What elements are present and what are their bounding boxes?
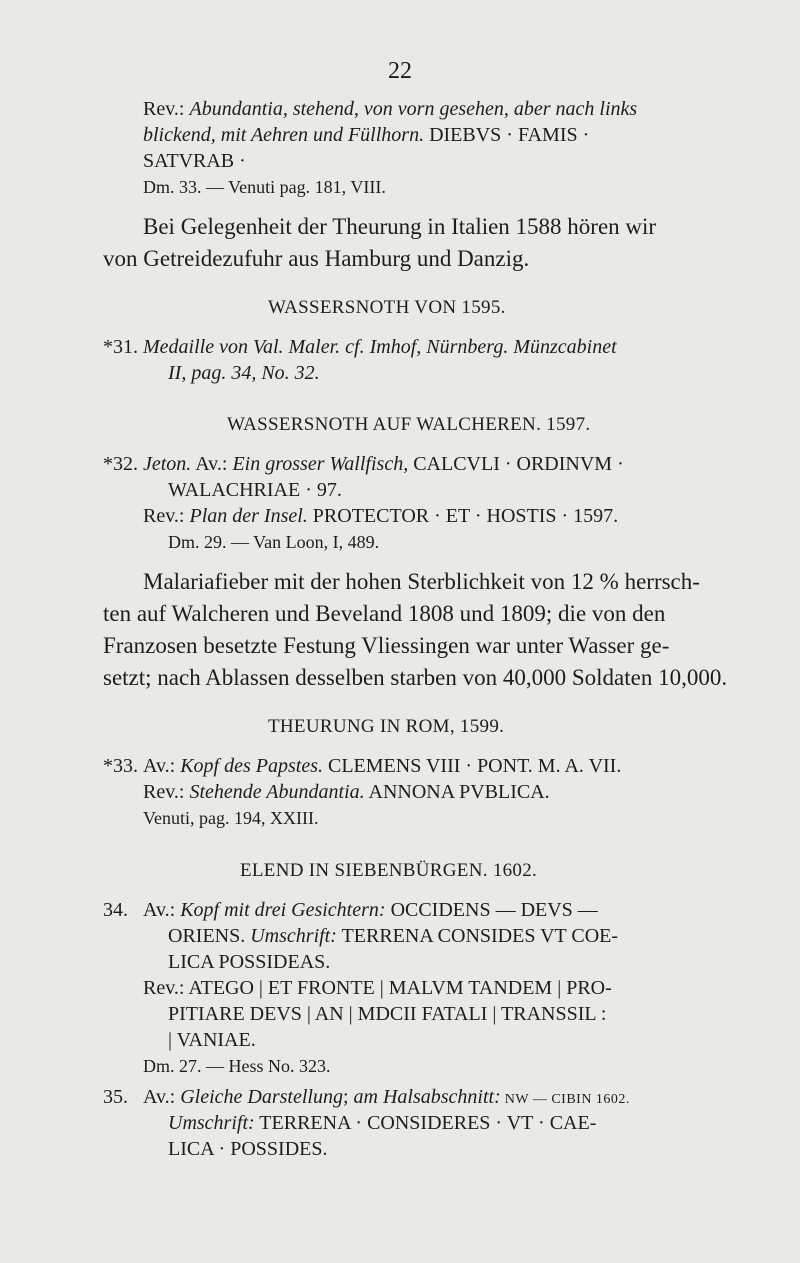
entry-34-line-4: Rev.: ATEGO | ET FRONTE | MALVM TANDEM | PRO- xyxy=(143,977,612,999)
legend-text: ANNONA PVBLICA. xyxy=(364,781,550,803)
paragraph1-line-1: Bei Gelegenheit der Theurung in Italien 1588 hören wir xyxy=(143,214,657,239)
entry-31-description: Medaille von Val. Maler. cf. Imhof, Nürnberg. Münzcabinet xyxy=(143,336,617,358)
entry-34-line-5: PITIARE DEVS | AN | MDCII FATALI | TRANSSIL : xyxy=(168,1003,607,1025)
legend-text: CLEMENS VIII · PONT. M. A. VII. xyxy=(323,755,622,777)
rev-description-cont: blickend, mit Aehren und Füllhorn. xyxy=(143,124,425,146)
entry-35-line-1 xyxy=(143,1086,630,1109)
entry-34-line-1 xyxy=(143,899,598,922)
legend-text: TERRENA CONSIDES VT COE- xyxy=(336,925,619,947)
entry-34-line-3: LICA POSSIDEAS. xyxy=(168,951,331,973)
paragraph2-line-1: Malariafieber mit der hohen Sterblichkeit von 12 % herrsch- xyxy=(143,569,700,594)
entry-number: 34. xyxy=(103,899,128,921)
legend-text: CALCVLI · ORDINVM · xyxy=(408,453,624,475)
rev-label: Rev.: xyxy=(143,505,190,527)
av-label: Av.: xyxy=(143,1086,181,1108)
legend-text: DIEBVS · FAMIS · xyxy=(424,124,590,146)
entry-34-line-2 xyxy=(168,925,618,948)
entry-number: *33. xyxy=(103,755,138,777)
legend-text: OCCIDENS — DEVS — xyxy=(385,899,598,921)
section-heading-1597: WASSERSNOTH AUF WALCHEREN. 1597. xyxy=(227,414,591,435)
av-label: Av.: xyxy=(191,453,233,475)
entry-31-reference: II, pag. 34, No. 32. xyxy=(168,362,320,384)
entry-number: 35. xyxy=(103,1086,128,1108)
paragraph2-line-4: setzt; nach Ablassen desselben starben von 40,000 Soldaten 10,000. xyxy=(103,665,728,690)
paragraph2-line-3: Franzosen besetzte Festung Vliessingen war unter Wasser ge- xyxy=(103,633,670,658)
av-description: Kopf des Papstes. xyxy=(180,755,323,777)
block1-line-3: SATVRAB · xyxy=(143,150,246,172)
rev-description: Plan der Insel. xyxy=(189,505,308,527)
block1-reference: Dm. 33. — Venuti pag. 181, VIII. xyxy=(143,177,386,197)
entry-33-line-1 xyxy=(143,755,621,778)
legend-text: TERRENA · CONSIDERES · VT · CAE- xyxy=(254,1112,597,1134)
paragraph2-line-2: ten auf Walcheren und Beveland 1808 und 1809; die von den xyxy=(103,601,666,626)
entry-32-line-1 xyxy=(143,453,624,476)
entry-33-reference: Venuti, pag. 194, XXIII. xyxy=(143,808,319,828)
av-label: Av.: xyxy=(143,755,181,777)
av-label: Av.: xyxy=(143,899,181,921)
small-caps-legend: NW — CIBIN 1602. xyxy=(500,1092,630,1107)
entry-31-line-1 xyxy=(143,336,617,359)
inscription-label: Umschrift: xyxy=(250,925,337,947)
entry-32-reference: Dm. 29. — Van Loon, I, 489. xyxy=(168,532,380,552)
page-number: 22 xyxy=(388,58,412,84)
paragraph1-line-2: von Getreidezufuhr aus Hamburg und Danzig. xyxy=(103,246,530,271)
section-heading-1599: THEURUNG IN ROM, 1599. xyxy=(268,716,505,737)
block1-line-2 xyxy=(143,124,589,147)
entry-33-line-2 xyxy=(143,781,550,804)
section-heading-1595: WASSERSNOTH VON 1595. xyxy=(268,297,506,318)
entry-34-line-6: | VANIAE. xyxy=(168,1029,256,1051)
rev-description: Stehende Abundantia. xyxy=(189,781,365,803)
av-description-cont: am Halsabschnitt: xyxy=(353,1086,501,1108)
rev-label: Rev.: xyxy=(143,98,190,120)
entry-number: *31. xyxy=(103,336,138,358)
entry-35-line-3: LICA · POSSIDES. xyxy=(168,1138,328,1160)
entry-number: *32. xyxy=(103,453,138,475)
block1-line-1 xyxy=(143,98,637,121)
rev-label: Rev.: xyxy=(143,781,190,803)
entry-32-line-2: WALACHRIAE · 97. xyxy=(168,479,342,501)
av-description: Ein grosser Wallfisch, xyxy=(232,453,409,475)
separator: ; xyxy=(342,1086,354,1108)
rev-description: Abundantia, stehend, von vorn gesehen, aber nach links xyxy=(189,98,638,120)
section-heading-1602: ELEND IN SIEBENBÜRGEN. 1602. xyxy=(240,860,538,881)
av-description: Kopf mit drei Gesichtern: xyxy=(180,899,386,921)
av-description: Gleiche Darstellung xyxy=(180,1086,343,1108)
entry-35-line-2 xyxy=(168,1112,596,1135)
entry-31-line-2 xyxy=(168,362,320,385)
legend-text: PROTECTOR · ET · HOSTIS · 1597. xyxy=(307,505,619,527)
inscription-label: Umschrift: xyxy=(168,1112,255,1134)
entry-34-reference: Dm. 27. — Hess No. 323. xyxy=(143,1056,331,1076)
legend-text: ORIENS. xyxy=(168,925,251,947)
entry-32-line-3 xyxy=(143,505,618,528)
entry-32-type: Jeton. xyxy=(143,453,192,475)
